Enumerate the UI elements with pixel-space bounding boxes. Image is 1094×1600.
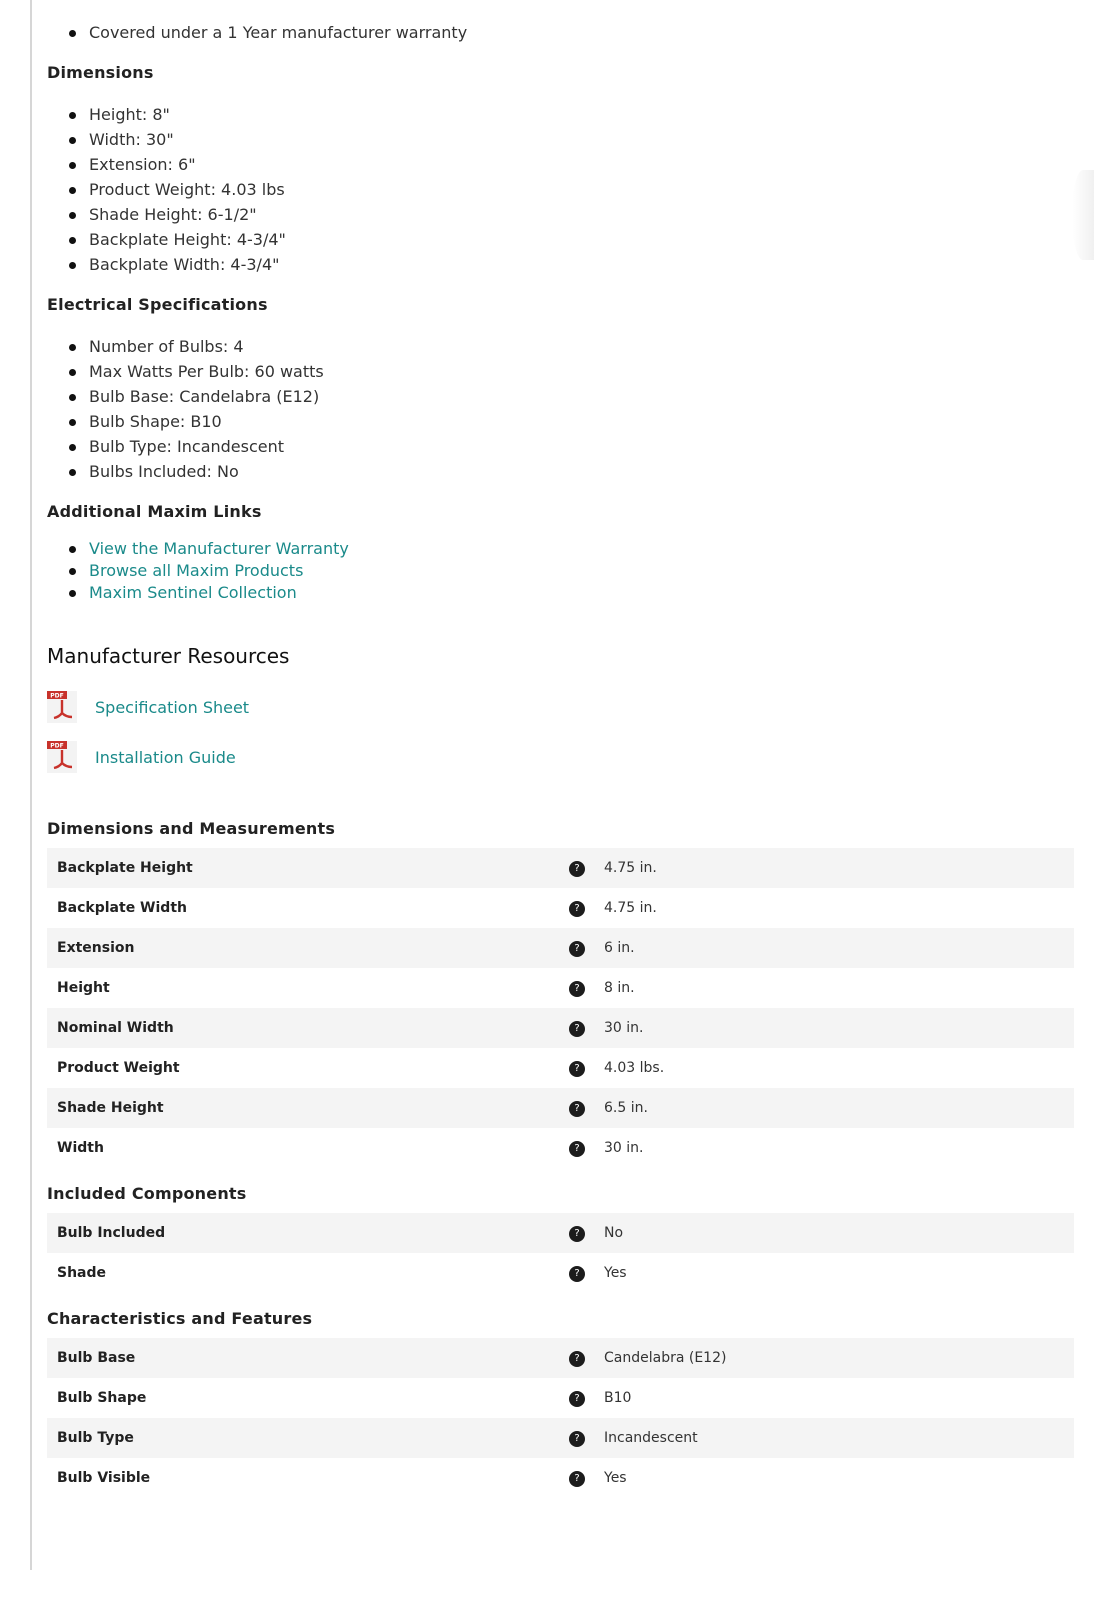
warranty-link[interactable]: View the Manufacturer Warranty (89, 539, 349, 558)
resource-install-guide[interactable] (47, 740, 1074, 774)
info-icon[interactable]: ? (569, 1391, 585, 1407)
info-icon[interactable]: ? (569, 901, 585, 917)
property-value: 6.5 in. (604, 1100, 648, 1116)
svg-text:PDF: PDF (50, 692, 64, 700)
info-icon[interactable]: ? (569, 981, 585, 997)
property-label: Height (57, 980, 110, 996)
dimensions-table (47, 848, 1074, 1168)
browse-products-link[interactable]: Browse all Maxim Products (89, 561, 304, 580)
property-value: Candelabra (E12) (604, 1350, 727, 1366)
info-icon[interactable]: ? (569, 1021, 585, 1037)
property-label: Nominal Width (57, 1020, 174, 1036)
list-item: Backplate Height: 4-3/4" (69, 227, 1074, 252)
table-row (47, 1418, 1074, 1458)
list-item (69, 538, 1074, 560)
pdf-icon (47, 741, 77, 773)
svg-text:PDF: PDF (50, 742, 64, 750)
property-value: 4.75 in. (604, 860, 657, 876)
info-icon[interactable]: ? (569, 1226, 585, 1242)
left-border (30, 0, 32, 1570)
links-heading: Additional Maxim Links (47, 502, 262, 521)
property-label: Bulb Shape (57, 1390, 147, 1406)
info-icon[interactable]: ? (569, 1471, 585, 1487)
property-value: 6 in. (604, 940, 635, 956)
property-label: Backplate Height (57, 860, 193, 876)
table-row (47, 1128, 1074, 1168)
list-item: Bulb Base: Candelabra (E12) (69, 384, 1074, 409)
property-value: No (604, 1225, 624, 1241)
electrical-list (47, 334, 1074, 484)
list-item: Covered under a 1 Year manufacturer warranty (69, 20, 1074, 45)
info-icon[interactable]: ? (569, 1351, 585, 1367)
dimensions-list (47, 102, 1074, 277)
dimensions-measurements-heading: Dimensions and Measurements (47, 819, 336, 838)
list-item: Bulbs Included: No (69, 459, 1074, 484)
list-item: Shade Height: 6-1/2" (69, 202, 1074, 227)
property-value: Incandescent (604, 1430, 698, 1446)
characteristics-table (47, 1338, 1074, 1498)
table-row (47, 848, 1074, 888)
included-components-heading: Included Components (47, 1184, 247, 1203)
property-label: Shade (57, 1265, 107, 1281)
table-row (47, 1008, 1074, 1048)
info-icon[interactable]: ? (569, 941, 585, 957)
property-value: 30 in. (604, 1020, 644, 1036)
table-row (47, 1378, 1074, 1418)
property-label: Shade Height (57, 1100, 164, 1116)
property-label: Extension (57, 940, 135, 956)
table-row (47, 968, 1074, 1008)
list-item: Max Watts Per Bulb: 60 watts (69, 359, 1074, 384)
edge-shadow (1072, 170, 1094, 260)
property-value: 30 in. (604, 1140, 644, 1156)
table-row (47, 1338, 1074, 1378)
characteristics-heading: Characteristics and Features (47, 1309, 313, 1328)
links-list (47, 538, 1074, 604)
intro-list (47, 20, 1074, 45)
info-icon[interactable]: ? (569, 861, 585, 877)
property-value: 8 in. (604, 980, 635, 996)
table-row (47, 1213, 1074, 1253)
property-label: Backplate Width (57, 900, 187, 916)
table-row (47, 1458, 1074, 1498)
list-item: Bulb Shape: B10 (69, 409, 1074, 434)
property-value: 4.75 in. (604, 900, 657, 916)
info-icon[interactable]: ? (569, 1101, 585, 1117)
list-item: Backplate Width: 4-3/4" (69, 252, 1074, 277)
list-item: Width: 30" (69, 127, 1074, 152)
resources-heading: Manufacturer Resources (47, 644, 290, 668)
property-value: 4.03 lbs. (604, 1060, 665, 1076)
list-item (69, 560, 1074, 582)
table-row (47, 1088, 1074, 1128)
property-label: Bulb Type (57, 1430, 134, 1446)
spec-sheet-link[interactable]: Specification Sheet (95, 697, 250, 717)
property-value: B10 (604, 1390, 632, 1406)
property-value: Yes (604, 1265, 627, 1281)
electrical-heading: Electrical Specifications (47, 295, 268, 314)
list-item: Bulb Type: Incandescent (69, 434, 1074, 459)
table-row (47, 928, 1074, 968)
property-label: Product Weight (57, 1060, 180, 1076)
property-label: Width (57, 1140, 104, 1156)
info-icon[interactable]: ? (569, 1266, 585, 1282)
components-table (47, 1213, 1074, 1293)
property-value: Yes (604, 1470, 627, 1486)
info-icon[interactable]: ? (569, 1061, 585, 1077)
resource-spec-sheet[interactable] (47, 690, 1074, 724)
dimensions-heading: Dimensions (47, 63, 154, 82)
collection-link[interactable]: Maxim Sentinel Collection (89, 583, 297, 602)
table-row (47, 1048, 1074, 1088)
property-label: Bulb Visible (57, 1470, 151, 1486)
list-item: Number of Bulbs: 4 (69, 334, 1074, 359)
list-item: Extension: 6" (69, 152, 1074, 177)
list-item (69, 582, 1074, 604)
info-icon[interactable]: ? (569, 1431, 585, 1447)
property-label: Bulb Base (57, 1350, 136, 1366)
list-item: Height: 8" (69, 102, 1074, 127)
table-row (47, 1253, 1074, 1293)
list-item: Product Weight: 4.03 lbs (69, 177, 1074, 202)
install-guide-link[interactable]: Installation Guide (95, 747, 236, 767)
product-details (47, 0, 1074, 1498)
info-icon[interactable]: ? (569, 1141, 585, 1157)
pdf-icon (47, 691, 77, 723)
property-label: Bulb Included (57, 1225, 166, 1241)
table-row (47, 888, 1074, 928)
